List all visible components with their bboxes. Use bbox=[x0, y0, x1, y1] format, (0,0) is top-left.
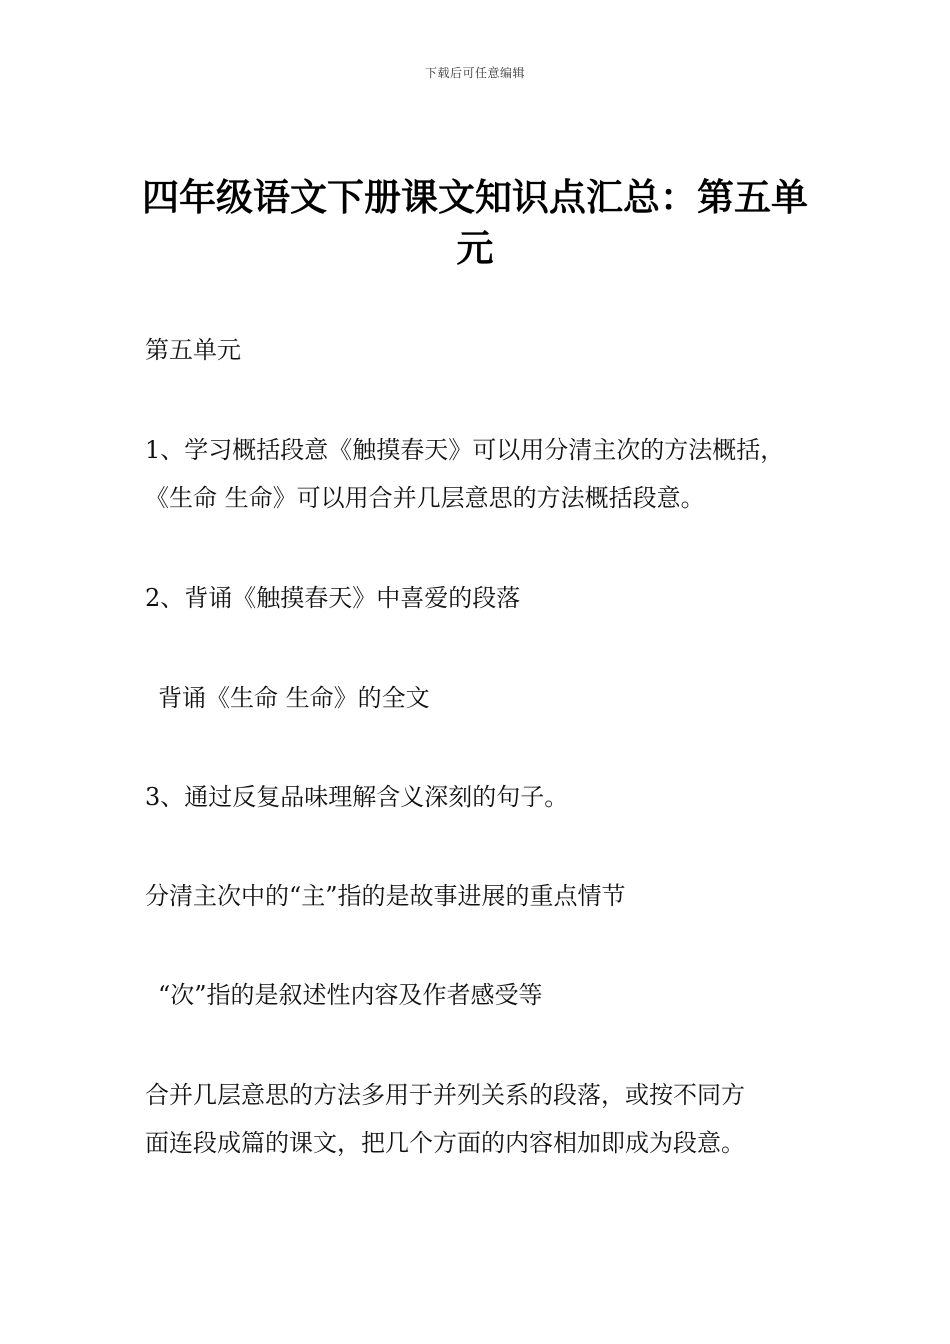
item-3: 3、通过反复品味理解含义深刻的句子。 bbox=[145, 783, 569, 811]
document-title-line-2: 元 bbox=[456, 227, 494, 270]
merge-method-line-2: 面连段成篇的课文，把几个方面的内容相加即成为段意。 bbox=[145, 1129, 745, 1157]
merge-method-line-1: 合并几层意思的方法多用于并列关系的段落，或按不同方 bbox=[145, 1081, 745, 1109]
unit-heading: 第五单元 bbox=[145, 336, 241, 364]
main-point-line-2: “次”指的是叙述性内容及作者感受等 bbox=[158, 981, 543, 1009]
item-2-line-2: 背诵《生命 生命》的全文 bbox=[158, 684, 430, 712]
item-2-line-1: 2、背诵《触摸春天》中喜爱的段落 bbox=[145, 584, 521, 612]
page-header: 下载后可任意编辑 bbox=[424, 66, 525, 80]
document-title bbox=[140, 172, 810, 274]
document-title-line-1: 四年级语文下册课文知识点汇总：第五单 bbox=[142, 176, 808, 219]
main-point-line-1: 分清主次中的“主”指的是故事进展的重点情节 bbox=[145, 882, 626, 910]
item-1-line-1: 1、学习概括段意《触摸春天》可以用分清主次的方法概括， bbox=[145, 436, 785, 464]
item-1-line-2: 《生命 生命》可以用合并几层意思的方法概括段意。 bbox=[145, 484, 705, 512]
